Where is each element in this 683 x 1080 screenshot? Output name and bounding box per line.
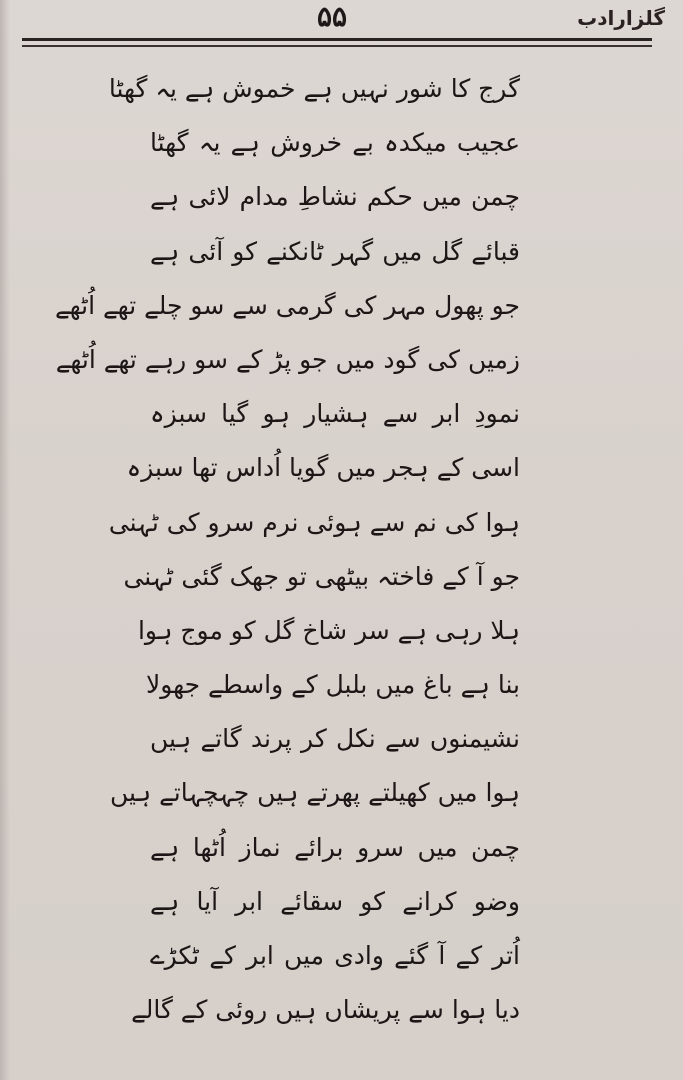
verse-line: نشیمنوں سے نکل کر پرند گاتے ہیں: [150, 724, 520, 754]
page-header: [0, 0, 683, 52]
verse-line: ہلا رہی ہے سر شاخ گل کو موج ہوا: [137, 615, 520, 645]
verse-line: عجیب میکدہ بے خروش ہے یہ گھٹا: [150, 128, 520, 158]
verse-line: چمن میں حکم نشاطِ مدام لائی ہے: [150, 182, 520, 212]
verse-line: جو پھول مہر کی گرمی سے سو چلے تھے اُٹھے: [55, 290, 520, 320]
verse-line: چمن میں سرو برائے نماز اُٹھا ہے: [150, 832, 520, 862]
page-number: ۵۵: [316, 0, 348, 33]
verse-line: زمیں کی گود میں جو پڑ کے سو رہے تھے اُٹھے: [55, 344, 520, 374]
verse-line: گرج کا شور نہیں ہے خموش ہے یہ گھٹا: [108, 74, 520, 103]
running-title: گلزارادب: [577, 6, 665, 30]
verse-line: اسی کے ہجر میں گویا اُداس تھا سبزہ: [126, 453, 520, 483]
poem-body: [55, 62, 520, 1037]
verse-line: ہوا کی نم سے ہوئی نرم سرو کی ٹہنی: [108, 507, 520, 537]
verse-line: نمودِ ابر سے ہشیار ہو گیا سبزہ: [150, 399, 520, 429]
verse-line: ہوا میں کھیلتے پھرتے ہیں چہچہاتے ہیں: [109, 778, 520, 808]
verse-line: اُتر کے آ گئے وادی میں ابر کے ٹکڑے: [150, 941, 520, 970]
verse-line: قبائے گل میں گہر ٹانکنے کو آئی ہے: [150, 236, 520, 266]
verse-line: جو آ کے فاختہ بیٹھی تو جھک گئی ٹہنی: [123, 561, 520, 591]
verse-line: وضو کرانے کو سقائے ابر آیا ہے: [150, 886, 520, 916]
verse-line: دیا ہوا سے پریشاں ہیں روئی کے گالے: [131, 995, 520, 1025]
page-edge-shadow: [0, 0, 10, 1080]
header-rule-thin: [22, 45, 652, 47]
header-rule-thick: [22, 38, 652, 41]
verse-line: بنا ہے باغ میں بلبل کے واسطے جھولا: [145, 670, 520, 700]
